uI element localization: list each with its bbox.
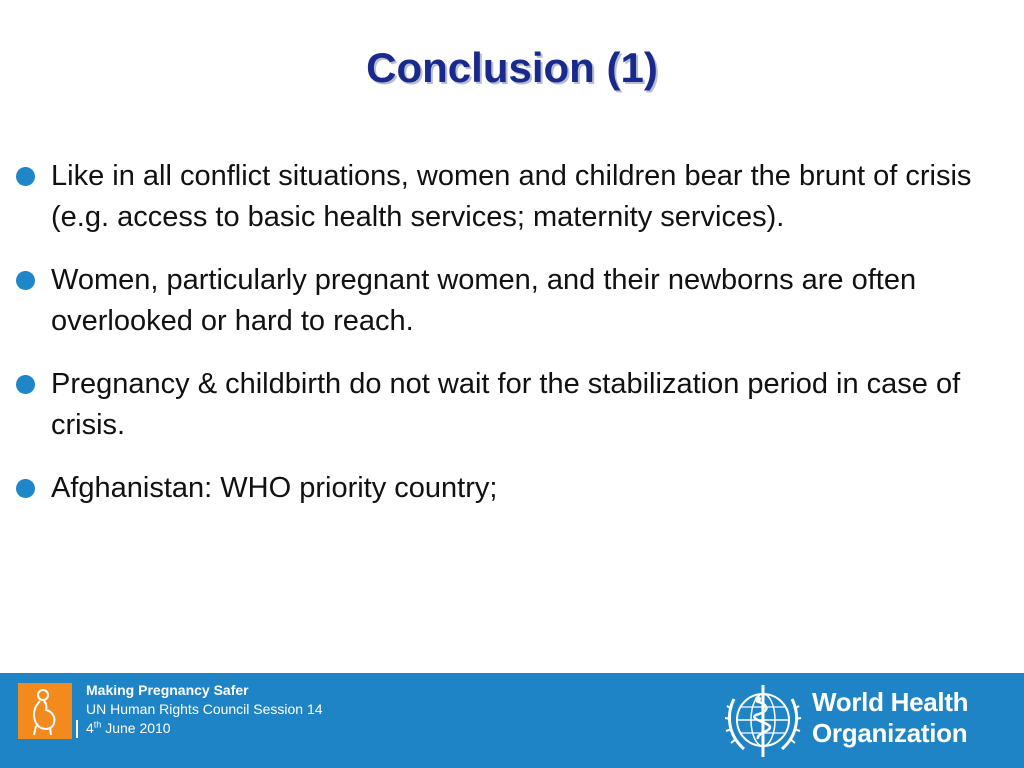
- footer-info: [86, 681, 323, 738]
- program-name: Making Pregnancy Safer: [86, 682, 249, 698]
- bullet-list: [16, 156, 1022, 531]
- bullet-item: [16, 156, 1022, 238]
- bullet-text: Women, particularly pregnant women, and their newborns are often overlooked or hard to reach.: [51, 264, 917, 337]
- who-name: [812, 687, 968, 749]
- bullet-text: Pregnancy & childbirth do not wait for the stabilization period in case of crisis.: [51, 368, 961, 441]
- footer-bar: [0, 673, 1024, 768]
- org-name-line1: World Health: [812, 687, 969, 717]
- bullet-dot-icon: [16, 479, 35, 498]
- footer-divider: [76, 720, 78, 738]
- bullet-text: Afghanistan: WHO priority country;: [51, 472, 498, 504]
- pregnant-woman-icon: [18, 683, 72, 739]
- bullet-item: [16, 364, 1022, 446]
- bullet-dot-icon: [16, 375, 35, 394]
- session-date: 4th June 2010: [86, 719, 171, 736]
- who-emblem-icon: [720, 677, 806, 763]
- bullet-dot-icon: [16, 167, 35, 186]
- org-name-line2: Organization: [812, 718, 968, 748]
- bullet-item: [16, 468, 1022, 509]
- bullet-item: [16, 260, 1022, 342]
- session-name: UN Human Rights Council Session 14: [86, 701, 323, 717]
- bullet-text: Like in all conflict situations, women and children bear the brunt of crisis (e.g. access to basic health services; maternity services).: [51, 160, 972, 233]
- slide-title: Conclusion (1): [366, 44, 658, 91]
- bullet-dot-icon: [16, 271, 35, 290]
